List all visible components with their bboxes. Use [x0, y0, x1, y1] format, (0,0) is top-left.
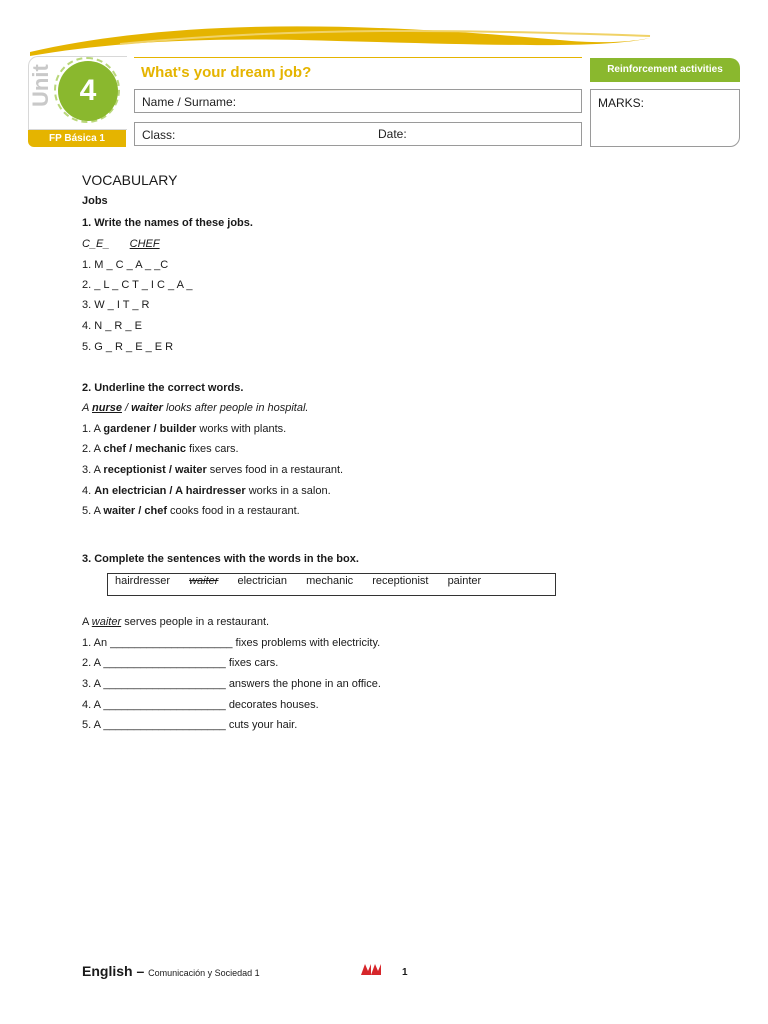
unit-word: Unit: [28, 64, 53, 107]
exercise3-item[interactable]: 3. A ____________________ answers the phone in an office.: [82, 678, 381, 690]
footer-subject-text: English –: [82, 963, 145, 979]
exercise3-item[interactable]: 2. A ____________________ fixes cars.: [82, 657, 279, 669]
page-number: 1: [402, 967, 408, 978]
item-prefix: 1. A: [82, 423, 104, 435]
course-badge: FP Básica 1: [28, 130, 126, 147]
unit-number: 4: [58, 61, 118, 121]
title-rule: [134, 57, 582, 58]
section-subtitle: Jobs: [82, 195, 108, 207]
section-title: VOCABULARY: [82, 172, 178, 188]
footer-subject: [82, 963, 260, 979]
item-suffix: cooks food in a restaurant.: [167, 505, 300, 517]
name-surname-label: Name / Surname:: [142, 95, 237, 109]
exercise2-item: [82, 485, 331, 497]
marks-label: MARKS:: [598, 96, 645, 110]
item-prefix: 5. A: [82, 505, 104, 517]
word-box-item: painter: [447, 575, 482, 587]
exercise3-title: 3. Complete the sentences with the words in the box.: [82, 553, 359, 565]
exercise3-example: [82, 616, 269, 628]
exercise3-item[interactable]: 4. A ____________________ decorates houses.: [82, 699, 319, 711]
example-prefix: A: [82, 616, 92, 628]
date-label: Date:: [378, 127, 407, 141]
footer-subtitle: Comunicación y Sociedad 1: [148, 968, 260, 978]
item-prefix: 3. A: [82, 464, 104, 476]
item-options[interactable]: An electrician / A hairdresser: [94, 485, 246, 497]
word-box-item: receptionist: [372, 575, 429, 587]
exercise3-item[interactable]: 5. A ____________________ cuts your hair.: [82, 719, 298, 731]
exercise2-title: 2. Underline the correct words.: [82, 382, 244, 394]
exercise1-item: 3. W _ I T _ R: [82, 299, 150, 311]
word-box: [107, 573, 556, 596]
item-options[interactable]: chef / mechanic: [103, 443, 186, 455]
exercise1-item: 1. M _ C _ A _ _C: [82, 259, 169, 271]
item-suffix: works with plants.: [196, 423, 287, 435]
exercise2-example-pre: A: [82, 402, 92, 414]
publisher-logo-icon: [360, 962, 382, 976]
example-suffix: serves people in a restaurant.: [121, 616, 270, 628]
exercise1-item: 4. N _ R _ E: [82, 320, 142, 332]
item-prefix: 4.: [82, 485, 95, 497]
word-box-item: electrician: [237, 575, 288, 587]
exercise2-item: [82, 464, 343, 476]
page-title: What's your dream job?: [141, 64, 312, 81]
exercise1-title: 1. Write the names of these jobs.: [82, 217, 253, 229]
exercise2-example-option2: waiter: [131, 402, 163, 414]
item-suffix: serves food in a restaurant.: [206, 464, 344, 476]
item-options[interactable]: receptionist / waiter: [103, 464, 207, 476]
class-field[interactable]: [134, 122, 582, 146]
exercise2-example-post: looks after people in hospital.: [162, 402, 309, 414]
exercise1-example-answer: CHEF: [129, 238, 160, 250]
item-options[interactable]: waiter / chef: [103, 505, 167, 517]
item-suffix: works in a salon.: [245, 485, 331, 497]
exercise2-item: [82, 443, 239, 455]
item-prefix: 2. A: [82, 443, 104, 455]
word-box-item-used: waiter: [189, 575, 219, 587]
item-suffix: fixes cars.: [185, 443, 239, 455]
example-word: waiter: [91, 616, 122, 628]
class-label: Class:: [142, 128, 176, 142]
exercise3-item[interactable]: 1. An ____________________ fixes problems with electricity.: [82, 637, 381, 649]
exercise2-item: [82, 505, 300, 517]
name-surname-field[interactable]: [134, 89, 582, 113]
word-box-item: mechanic: [306, 575, 354, 587]
exercise1-example: [82, 238, 160, 250]
exercise1-example-clue: C_E_: [82, 238, 110, 250]
exercise2-example-option1: nurse: [92, 402, 122, 414]
exercise2-example-sep: /: [121, 402, 132, 414]
exercise2-example: [82, 402, 308, 414]
exercise1-item: 2. _ L _ C T _ I C _ A _: [82, 279, 193, 291]
word-box-item: hairdresser: [115, 575, 171, 587]
marks-field[interactable]: [590, 89, 740, 147]
item-options[interactable]: gardener / builder: [103, 423, 197, 435]
exercise1-item: 5. G _ R _ E _ E R: [82, 341, 174, 353]
section-tab: Reinforcement activities: [590, 58, 740, 82]
exercise2-item: [82, 423, 286, 435]
